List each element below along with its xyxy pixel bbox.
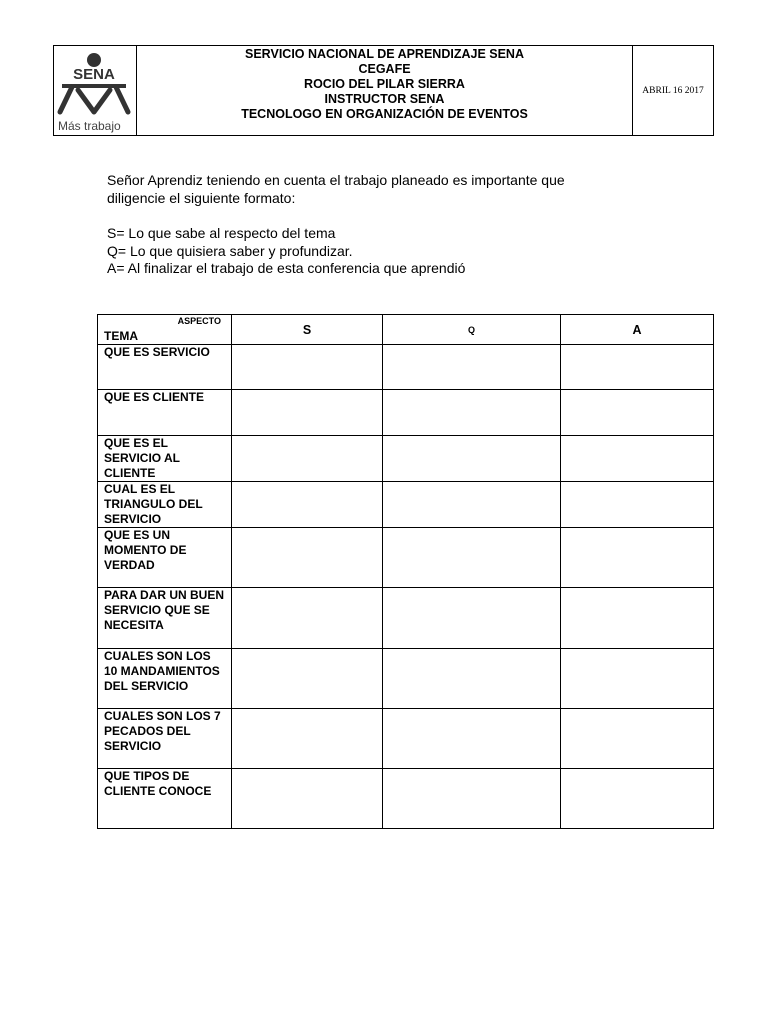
table-row <box>98 769 714 829</box>
cell-s[interactable] <box>232 528 383 588</box>
row-topic: CUALES SON LOS 7 PECADOS DEL SERVICIO <box>98 709 232 769</box>
corner-header-cell <box>98 315 232 345</box>
definition-q: Q= Lo que quisiera saber y profundizar. <box>107 242 353 259</box>
sqa-table <box>97 314 714 829</box>
definition-a: A= Al finalizar el trabajo de esta conferencia que aprendió <box>107 260 466 276</box>
cell-a[interactable] <box>561 345 714 390</box>
table-row <box>98 649 714 709</box>
tema-label: TEMA <box>104 329 138 343</box>
column-header-q: Q <box>383 315 561 345</box>
cell-a[interactable] <box>561 709 714 769</box>
header-title-line: ROCIO DEL PILAR SIERRA <box>304 77 465 91</box>
row-topic: QUE TIPOS DE CLIENTE CONOCE <box>98 769 232 829</box>
row-topic: QUE ES CLIENTE <box>98 390 232 436</box>
header-title-line: CEGAFE <box>358 62 411 76</box>
row-topic: CUAL ES EL TRIANGULO DEL SERVICIO <box>98 482 232 528</box>
cell-s[interactable] <box>232 436 383 482</box>
cell-s[interactable] <box>232 769 383 829</box>
cell-s[interactable] <box>232 482 383 528</box>
row-topic: CUALES SON LOS 10 MANDAMIENTOS DEL SERVICIO <box>98 649 232 709</box>
cell-a[interactable] <box>561 390 714 436</box>
header-title-block <box>137 46 633 135</box>
table-row <box>98 528 714 588</box>
cell-s[interactable] <box>232 649 383 709</box>
instructions-intro-line: Señor Aprendiz teniendo en cuenta el trabajo planeado es importante que <box>107 172 565 188</box>
cell-a[interactable] <box>561 528 714 588</box>
cell-s[interactable] <box>232 390 383 436</box>
header-title-line: SERVICIO NACIONAL DE APRENDIZAJE SENA <box>245 47 524 61</box>
cell-q[interactable] <box>383 649 561 709</box>
logo-tagline: Más trabajo <box>58 119 121 133</box>
header-date-cell <box>633 46 713 135</box>
document-header <box>53 45 714 136</box>
row-topic: QUE ES EL SERVICIO AL CLIENTE <box>98 436 232 482</box>
column-header-a: A <box>561 315 714 345</box>
header-title-line: TECNOLOGO EN ORGANIZACIÓN DE EVENTOS <box>241 107 528 121</box>
table-row <box>98 482 714 528</box>
column-header-s: S <box>232 315 383 345</box>
sena-logo <box>54 46 137 135</box>
definition-s: S= Lo que sabe al respecto del tema <box>107 225 336 241</box>
table-row <box>98 390 714 436</box>
header-date: ABRIL 16 2017 <box>642 85 704 96</box>
table-row <box>98 588 714 649</box>
table-row <box>98 345 714 390</box>
aspecto-label: ASPECTO <box>177 316 221 326</box>
cell-q[interactable] <box>383 588 561 649</box>
row-topic: QUE ES SERVICIO <box>98 345 232 390</box>
cell-q[interactable] <box>383 709 561 769</box>
table-header-row <box>98 315 714 345</box>
cell-q[interactable] <box>383 390 561 436</box>
header-title-line: INSTRUCTOR SENA <box>324 92 445 106</box>
cell-q[interactable] <box>383 528 561 588</box>
cell-q[interactable] <box>383 769 561 829</box>
cell-s[interactable] <box>232 345 383 390</box>
row-topic: PARA DAR UN BUEN SERVICIO QUE SE NECESITA <box>98 588 232 649</box>
instructions-block <box>107 172 667 278</box>
cell-a[interactable] <box>561 482 714 528</box>
logo-wordmark: SENA <box>73 66 115 83</box>
table-row <box>98 709 714 769</box>
cell-a[interactable] <box>561 436 714 482</box>
row-topic: QUE ES UN MOMENTO DE VERDAD <box>98 528 232 588</box>
cell-s[interactable] <box>232 588 383 649</box>
cell-a[interactable] <box>561 649 714 709</box>
cell-q[interactable] <box>383 482 561 528</box>
table-row <box>98 436 714 482</box>
cell-a[interactable] <box>561 769 714 829</box>
cell-q[interactable] <box>383 345 561 390</box>
instructions-intro-line: diligencie el siguiente formato: <box>107 189 296 206</box>
cell-q[interactable] <box>383 436 561 482</box>
cell-a[interactable] <box>561 588 714 649</box>
cell-s[interactable] <box>232 709 383 769</box>
